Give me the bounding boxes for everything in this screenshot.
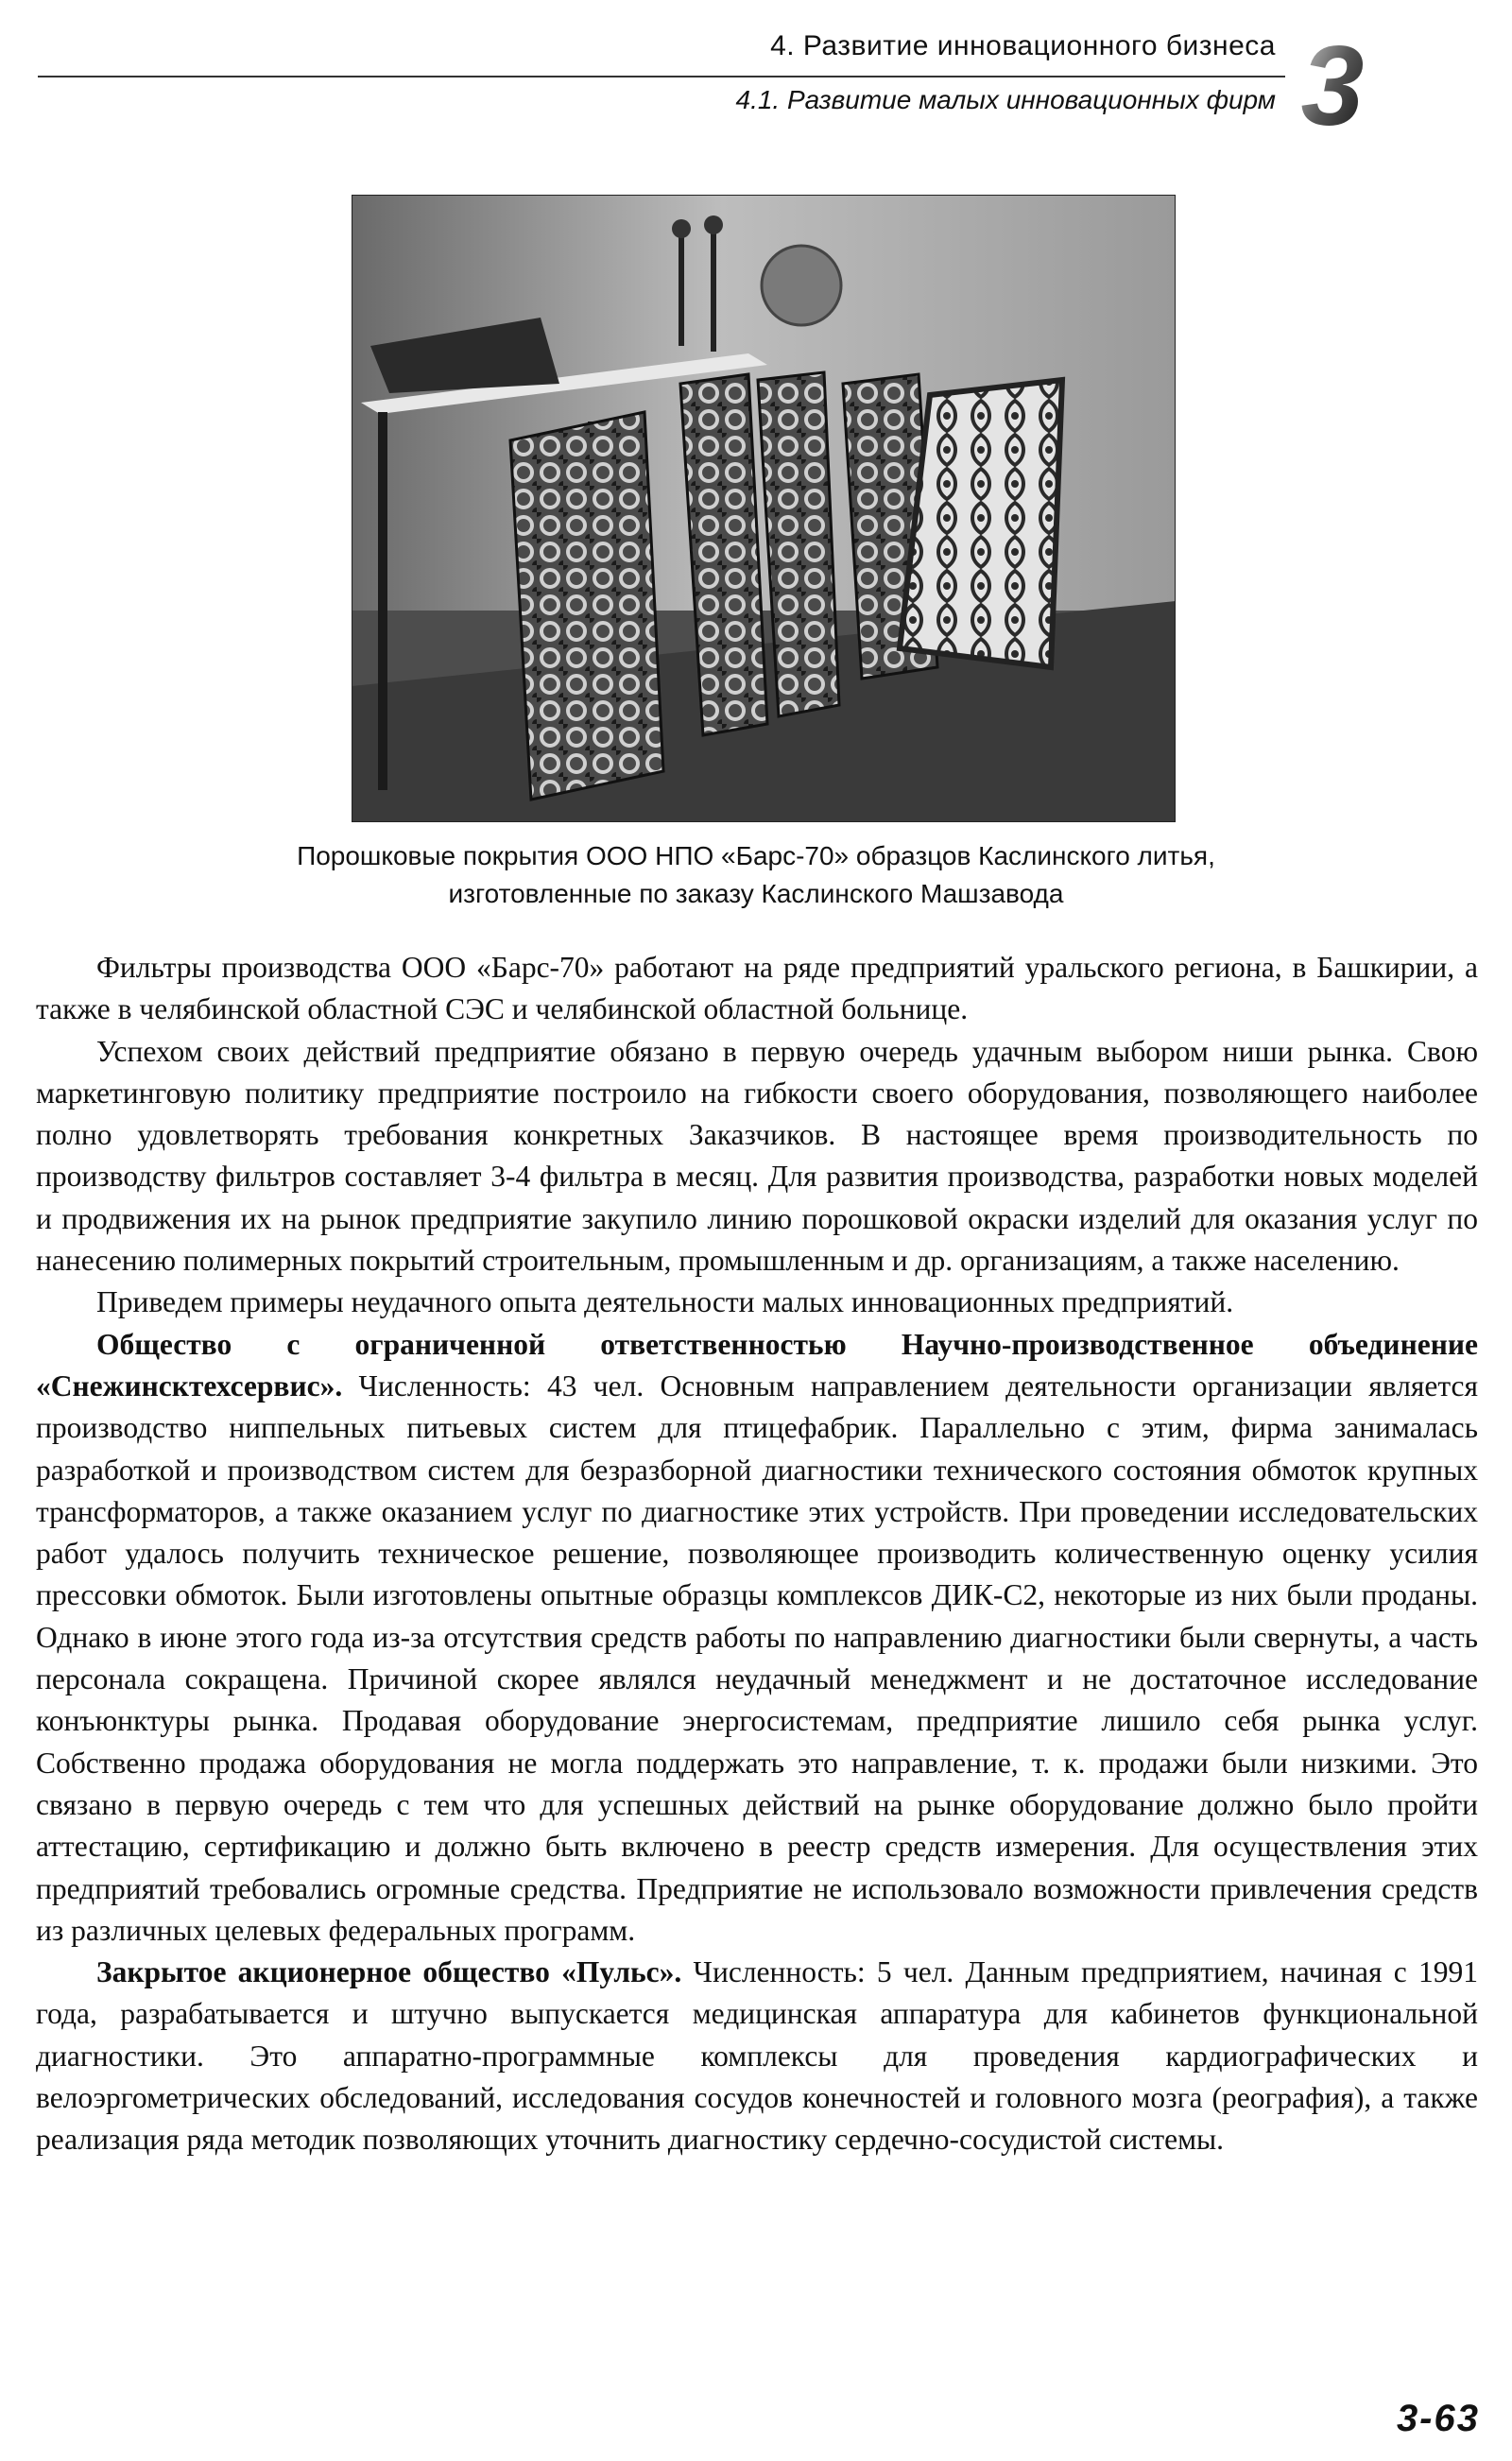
chapter-number-text: 3 — [1300, 26, 1365, 140]
chapter-title: 4. Развитие инновационного бизнеса — [770, 30, 1276, 61]
paragraph-puls-text: Численность: 5 чел. Данным предприятием, начиная с 1991 года, разрабатывается и штучно выпускается медицинская аппаратура для кабинетов функциональной диагностики. Это аппаратно-программные комплексы для проведения кардиографических и велоэргометрических обследований, исследования сосудов конечностей и головного мозга (реография), а также реализация ряда методик позволяющих уточнить диагностику сердечно-сосудистой системы. — [36, 1955, 1478, 2157]
section-subtitle: 4.1. Развитие малых инновационных фирм — [735, 85, 1276, 114]
paragraph-snezhinsk — [36, 1324, 1478, 1952]
paragraph-failure-intro: Приведем примеры неудачного опыта деятельности малых инновационных предприятий. — [96, 1285, 1234, 1319]
page-number: 3-63 — [1396, 2398, 1480, 2439]
caption-line-1: Порошковые покрытия ООО НПО «Барс-70» образцов Каслинского литья, — [297, 841, 1215, 870]
chapter-number-mark — [1276, 26, 1389, 140]
figure-caption — [151, 837, 1361, 913]
paragraph-puls — [36, 1952, 1478, 2160]
paragraph-filters: Фильтры производства ООО «Барс-70» работают на ряде предприятий уральского региона, в Башкирии, а также в челябинской областной СЭС и челябинской областной больнице. — [36, 951, 1478, 1026]
photo-powder-coated-castings — [352, 195, 1176, 822]
caption-line-2: изготовленные по заказу Каслинского Машзавода — [448, 879, 1064, 908]
body-text — [36, 947, 1478, 2161]
company-name-snezhinsk: Общество с ограниченной ответственностью Научно-производственное объединение «Снежинсктехсервис». — [36, 1327, 1478, 1403]
running-header — [38, 26, 1427, 140]
header-rule — [38, 76, 1285, 77]
company-name-puls: Закрытое акционерное общество «Пульс». — [96, 1955, 682, 1989]
paragraph-success: Успехом своих действий предприятие обязано в первую очередь удачным выбором ниши рынка. Свою маркетинговую политику предприятие построило на гибкости своего оборудования, позволяющего наиболее полно удовлетворять требования конкретных Заказчиков. В настоящее время производительность по производству фильтров составляет 3-4 фильтра в месяц. Для развития производства, разработки новых моделей и продвижения их на рынок предприятие закупило линию порошковой окраски изделий для оказания услуг по нанесению полимерных покрытий строительным, промышленным и др. организациям, а также населению. — [36, 1034, 1478, 1278]
paragraph-snezhinsk-text: Численность: 43 чел. Основным направлением деятельности организации является производство ниппельных питьевых систем для птицефабрик. Параллельно с этим, фирма занималась разработкой и производством систем для безразборной диагностики технического состояния обмоток крупных трансформаторов, а также оказанием услуг по диагностике этих устройств. При проведении исследовательских работ удалось получить техническое решение, позволяющее производить количественную оценку усилия прессовки обмоток. Были изготовлены опытные образцы комплексов ДИК-С2, некоторые из них были проданы. Однако в июне этого года из-за отсутствия средств работы по направлению диагностики были свернуты, а часть персонала сокращена. Причиной скорее являлся неудачный менеджмент и не достаточное исследование конъюнктуры рынка. Продавая оборудование энергосистемам, предприятие лишило себя рынка услуг. Собственно продажа оборудования не могла поддержать это направление, т. к. продажи были низкими. Это связано в первую очередь с тем что для успешных действий на рынке оборудование должно было пройти аттестацию, сертификацию и должно быть включено в реестр средств измерения. Для осуществления этих предприятий требовались огромные средства. Предприятие не использовало возможности привлечения средств из различных целевых федеральных программ. — [36, 1368, 1478, 1947]
